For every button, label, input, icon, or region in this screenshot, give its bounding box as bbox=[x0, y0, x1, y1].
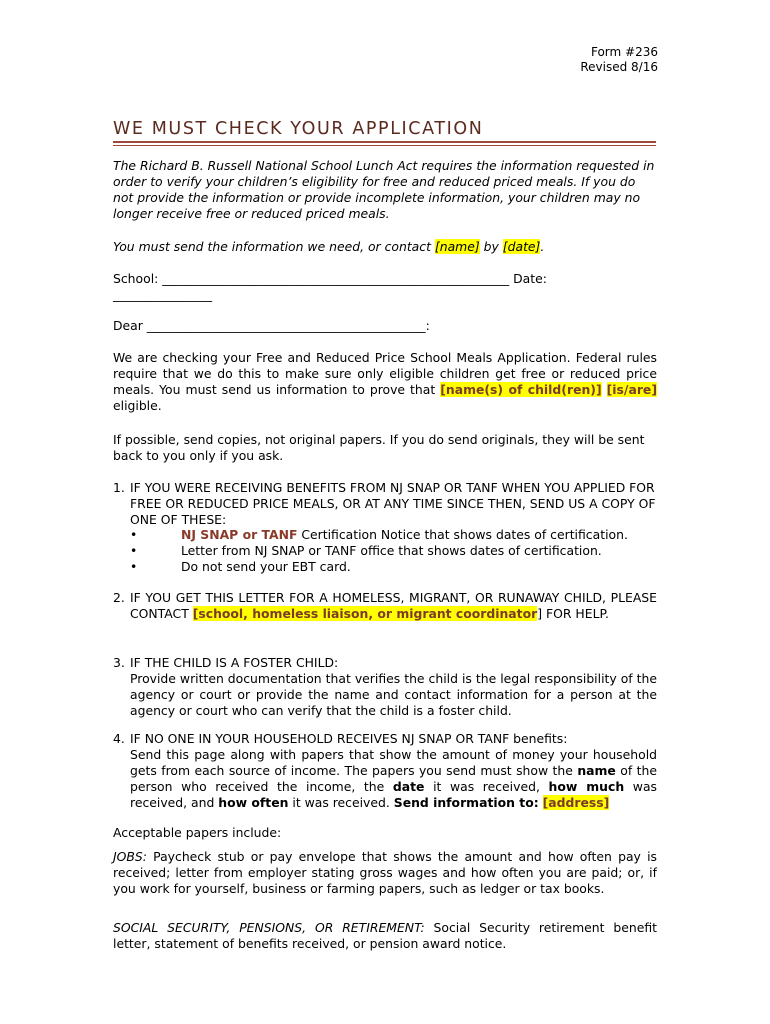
bullet-icon: • bbox=[130, 543, 138, 558]
children-placeholder: [name(s) of child(ren)] bbox=[440, 382, 602, 397]
jobs-text: Paycheck stub or pay envelope that shows the amount and how often pay is received; letter from employer stating gross wages and how often you are paid; or, if you work for yourself, business or farming papers, such as ledger or tax books. bbox=[113, 849, 657, 896]
checking-post: eligible. bbox=[113, 398, 162, 413]
date-placeholder: [date] bbox=[502, 239, 541, 254]
jobs-paragraph bbox=[113, 849, 657, 897]
item4-t4: was received, and bbox=[130, 779, 657, 810]
bullet-icon: • bbox=[130, 527, 138, 542]
contact-line-mid: by bbox=[479, 239, 503, 254]
school-line bbox=[113, 271, 657, 303]
title-rule-thin bbox=[113, 145, 656, 146]
checking-text: We are checking your Free and Reduced Price School Meals Application. Federal rules require that we do this to make sure only eligible children get free or reduced price meals. You must send us information to prove that bbox=[113, 350, 657, 397]
title-rule-thick bbox=[113, 141, 656, 143]
item1-bullet-1-text: Certification Notice that shows dates of certification. bbox=[297, 527, 628, 542]
item3-heading: IF THE CHILD IS A FOSTER CHILD: bbox=[130, 655, 339, 670]
item4-t1: Send this page along with papers that show the amount of money your household gets from each source of income. The papers you send must show the bbox=[130, 747, 657, 778]
form-number: Form #236 bbox=[590, 45, 658, 59]
checking-paragraph bbox=[113, 350, 657, 414]
school-field: School: ________________________________________________________ Date: bbox=[113, 271, 547, 286]
item3-text: Provide written documentation that verifies the child is the legal responsibility of the agency or court or provide the name and contact information for a person at the agency or court who can verify that the child is a foster child. bbox=[130, 671, 657, 718]
social-security-label: SOCIAL SECURITY, PENSIONS, OR RETIREMENT: bbox=[113, 920, 425, 935]
item2-pre: IF YOU GET THIS LETTER FOR A HOMELESS, MIGRANT, OR RUNAWAY CHILD, PLEASE CONTACT bbox=[130, 590, 657, 621]
item4-b1: name bbox=[577, 763, 616, 778]
item4-text bbox=[130, 747, 657, 811]
item4-t2: of the person who received the income, the bbox=[130, 763, 657, 794]
item1-bullet-1 bbox=[181, 527, 628, 543]
snap-tanf-label: NJ SNAP or TANF bbox=[181, 527, 298, 542]
checking-space bbox=[602, 382, 607, 397]
item4-number: 4. bbox=[113, 731, 125, 746]
social-security-text: Social Security retirement benefit letter, statement of benefits received, or pension award notice. bbox=[113, 920, 657, 951]
item4-t3: it was received, bbox=[424, 779, 549, 794]
item4-t5: it was received. bbox=[288, 795, 394, 810]
address-placeholder: [address] bbox=[542, 795, 610, 810]
item4-b4: how often bbox=[218, 795, 289, 810]
contact-line-pre: You must send the information we need, or contact bbox=[113, 239, 435, 254]
item2-post: ] FOR HELP. bbox=[537, 606, 609, 621]
social-security-paragraph bbox=[113, 920, 657, 952]
is-are-placeholder: [is/are] bbox=[606, 382, 657, 397]
bullet-icon: • bbox=[130, 559, 138, 574]
item1-heading: IF YOU WERE RECEIVING BENEFITS FROM NJ SNAP OR TANF WHEN YOU APPLIED FOR FREE OR REDUCED PRICE MEALS, OR AT ANY TIME SINCE THEN, SEND US A COPY OF ONE OF THESE: bbox=[130, 480, 656, 527]
item3-number: 3. bbox=[113, 655, 125, 670]
item2-number: 2. bbox=[113, 590, 125, 605]
item2-text bbox=[130, 590, 657, 622]
homeless-contact-placeholder: [school, homeless liaison, or migrant coordinator bbox=[192, 606, 538, 621]
intro-paragraph: The Richard B. Russell National School Lunch Act requires the information requested in order to verify your children’s eligibility for free and reduced priced meals. If you do not provide the information or provide incomplete information, your children may no longer receive free or reduced priced meals. bbox=[113, 158, 655, 221]
item4-b3: how much bbox=[548, 779, 625, 794]
page-title: WE MUST CHECK YOUR APPLICATION bbox=[113, 119, 484, 139]
jobs-label: JOBS: bbox=[113, 849, 147, 864]
item4-b5: Send information to: bbox=[393, 795, 539, 810]
contact-line-post: . bbox=[540, 239, 545, 254]
form-number-block bbox=[580, 45, 658, 75]
revised-date: Revised 8/16 bbox=[580, 60, 658, 74]
item4-heading: IF NO ONE IN YOUR HOUSEHOLD RECEIVES NJ SNAP OR TANF benefits: bbox=[130, 731, 568, 746]
acceptable-papers: Acceptable papers include: bbox=[113, 825, 282, 840]
item4-b2: date bbox=[392, 779, 425, 794]
contact-line bbox=[113, 239, 657, 255]
item1-number: 1. bbox=[113, 480, 125, 495]
copies-paragraph: If possible, send copies, not original papers. If you do send originals, they will be sent back to you only if you ask. bbox=[113, 432, 645, 463]
name-placeholder: [name] bbox=[434, 239, 480, 254]
item1-bullet-3: Do not send your EBT card. bbox=[181, 559, 351, 574]
dear-line: Dear _____________________________________________: bbox=[113, 318, 430, 333]
item1-bullet-2: Letter from NJ SNAP or TANF office that shows dates of certification. bbox=[181, 543, 602, 558]
date-blank: ________________ bbox=[113, 287, 213, 302]
